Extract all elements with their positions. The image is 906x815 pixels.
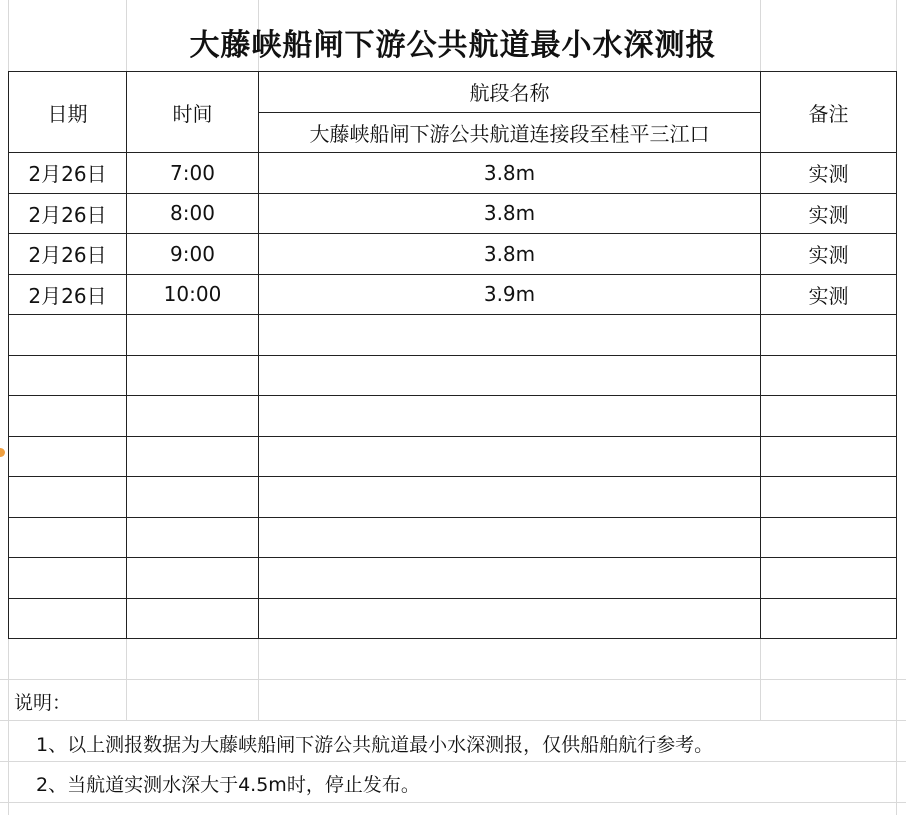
cell-remark[interactable]: 实测 [761,153,897,194]
cell-remark[interactable]: 实测 [761,274,897,315]
empty-cell[interactable] [259,598,761,639]
cell-time[interactable]: 7:00 [127,153,259,194]
grid-line [0,679,906,680]
depth-report-table [8,71,897,639]
cell-time[interactable]: 10:00 [127,274,259,315]
cell-depth[interactable]: 3.8m [259,153,761,194]
empty-row [9,396,897,437]
header-section[interactable]: 航段名称 [259,72,761,113]
header-time[interactable]: 时间 [127,72,259,153]
cell-date[interactable]: 2月26日 [9,193,127,234]
empty-row [9,436,897,477]
header-remark[interactable]: 备注 [761,72,897,153]
empty-cell[interactable] [761,436,897,477]
empty-cell[interactable] [9,396,127,437]
cell-time[interactable]: 9:00 [127,234,259,275]
empty-cell[interactable] [127,558,259,599]
table-row [9,193,897,234]
empty-cell[interactable] [127,436,259,477]
empty-cell[interactable] [9,598,127,639]
empty-row [9,517,897,558]
empty-cell[interactable] [9,355,127,396]
empty-cell[interactable] [127,355,259,396]
grid-line [0,761,906,762]
cell-remark[interactable]: 实测 [761,234,897,275]
cell-depth[interactable]: 3.9m [259,274,761,315]
header-date[interactable]: 日期 [9,72,127,153]
cell-date[interactable]: 2月26日 [9,234,127,275]
empty-cell[interactable] [127,517,259,558]
empty-cell[interactable] [9,517,127,558]
header-row [9,72,897,113]
note-line-2: 2、当航道实测水深大于4.5m时，停止发布。 [36,774,420,796]
empty-cell[interactable] [761,477,897,518]
empty-cell[interactable] [259,477,761,518]
empty-cell[interactable] [259,396,761,437]
empty-cell[interactable] [259,517,761,558]
empty-cell[interactable] [761,355,897,396]
notes-heading: 说明： [14,692,72,714]
cell-remark[interactable]: 实测 [761,193,897,234]
empty-cell[interactable] [127,598,259,639]
grid-line [0,802,906,803]
empty-cell[interactable] [9,315,127,356]
empty-cell[interactable] [9,436,127,477]
table-row [9,234,897,275]
cell-date[interactable]: 2月26日 [9,153,127,194]
grid-line [0,720,906,721]
empty-row [9,315,897,356]
empty-row [9,598,897,639]
empty-cell[interactable] [761,598,897,639]
empty-cell[interactable] [259,315,761,356]
empty-cell[interactable] [259,436,761,477]
note-line-1: 1、以上测报数据为大藤峡船闸下游公共航道最小水深测报，仅供船舶航行参考。 [36,734,714,756]
empty-cell[interactable] [761,396,897,437]
row-marker-dot[interactable] [0,448,5,457]
empty-cell[interactable] [761,517,897,558]
empty-cell[interactable] [127,477,259,518]
empty-cell[interactable] [259,558,761,599]
cell-date[interactable]: 2月26日 [9,274,127,315]
empty-cell[interactable] [9,558,127,599]
empty-cell[interactable] [259,355,761,396]
section-name[interactable]: 大藤峡船闸下游公共航道连接段至桂平三江口 [259,112,761,153]
table-row [9,274,897,315]
empty-row [9,355,897,396]
empty-row [9,558,897,599]
empty-cell[interactable] [761,558,897,599]
cell-depth[interactable]: 3.8m [259,234,761,275]
report-title: 大藤峡船闸下游公共航道最小水深测报 [189,28,717,63]
empty-cell[interactable] [761,315,897,356]
cell-depth[interactable]: 3.8m [259,193,761,234]
empty-cell[interactable] [9,477,127,518]
table-row [9,153,897,194]
empty-row [9,477,897,518]
empty-cell[interactable] [127,396,259,437]
empty-cell[interactable] [127,315,259,356]
cell-time[interactable]: 8:00 [127,193,259,234]
